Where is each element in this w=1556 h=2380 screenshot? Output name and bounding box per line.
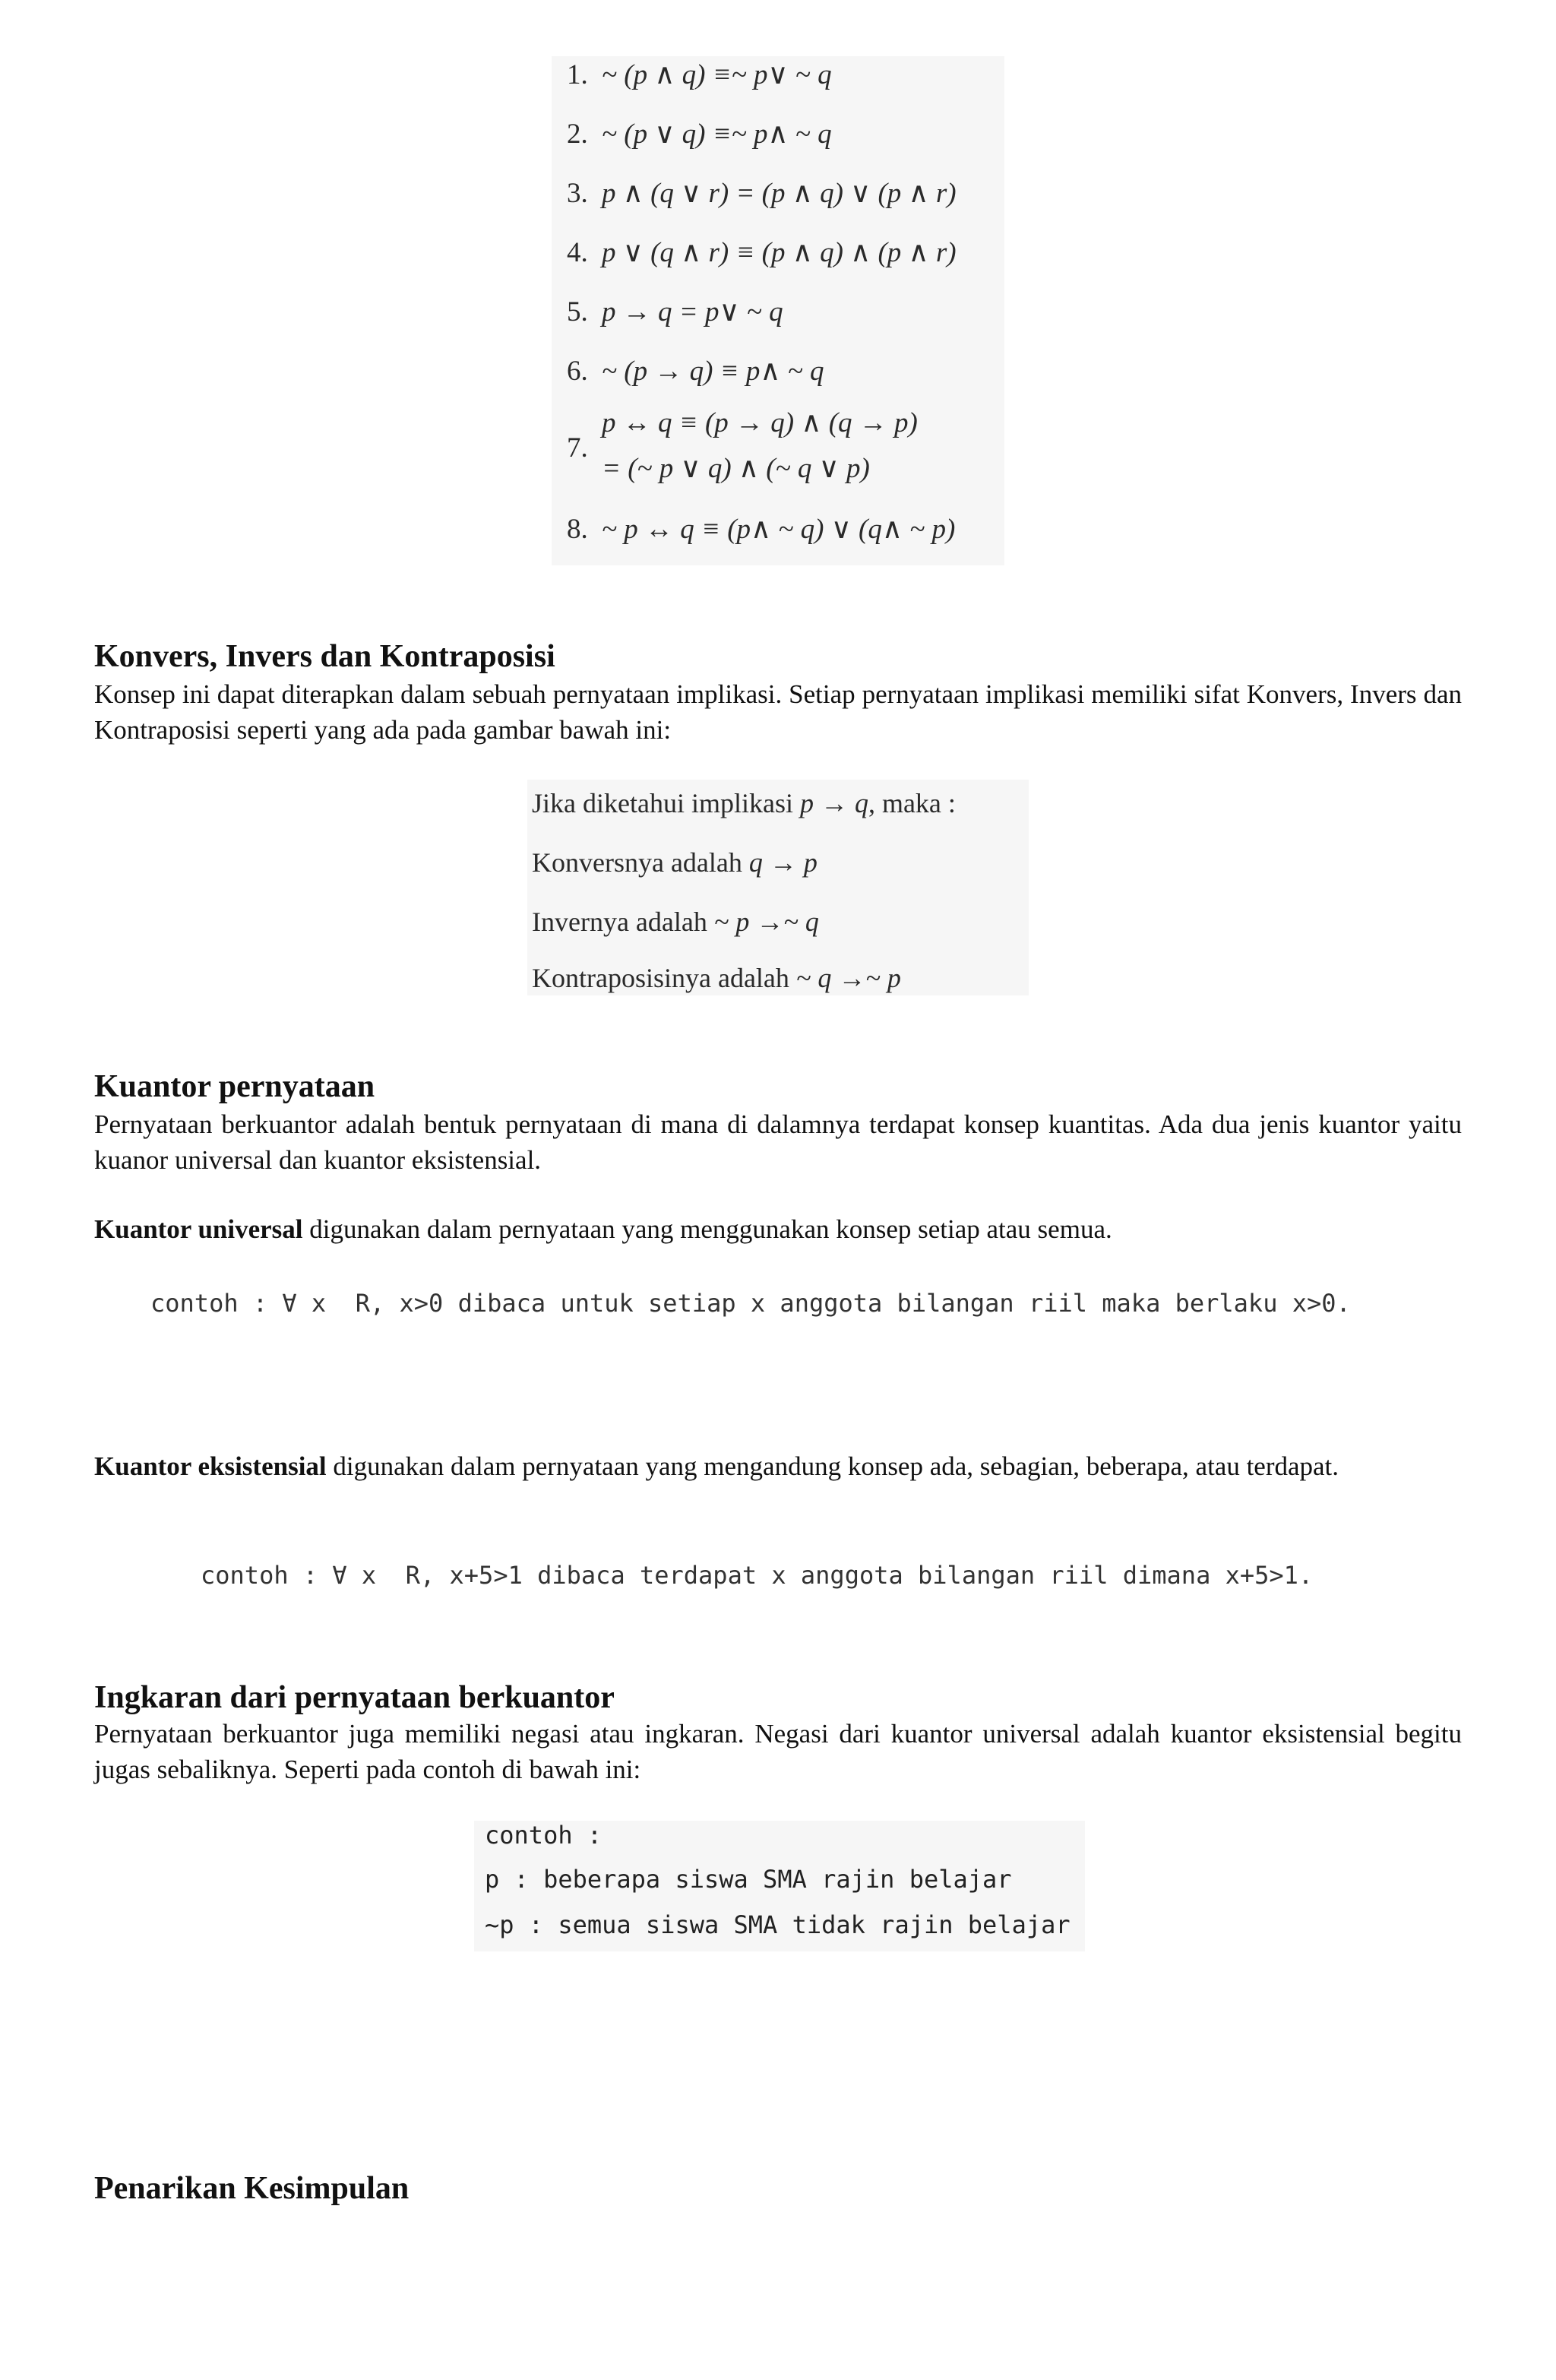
equivalence-8: 8. ~ p ↔ q ≡ (p∧ ~ q) ∨ (q∧ ~ p) (567, 514, 956, 545)
existential-paragraph: Kuantor eksistensial digunakan dalam pernyataan yang mengandung konsep ada, sebagian, beberapa, atau terdapat. (94, 1451, 1339, 1481)
implication-line-1: Jika diketahui implikasi p → q, maka : (532, 788, 956, 818)
universal-term: Kuantor universal (94, 1214, 303, 1244)
section-paragraph-kuantor: Pernyataan berkuantor adalah bentuk pernyataan di mana di dalamnya terdapat konsep kuantitas. Ada dua jenis kuantor yaitu kuanor universal dan kuantor eksistensial. (94, 1109, 1462, 1175)
equivalence-7-line2: = (~ p ∨ q) ∧ (~ q ∨ p) (602, 453, 870, 484)
equivalence-1: 1. ~ (p ∧ q) ≡~ p∨ ~ q (567, 59, 832, 90)
code-line-1: contoh : (485, 1821, 602, 1850)
existential-example: contoh : ∀ x R, x+5>1 dibaca terdapat x anggota bilangan riil dimana x+5>1. (201, 1561, 1314, 1590)
code-line-2: p : beberapa siswa SMA rajin belajar (485, 1865, 1012, 1894)
existential-term: Kuantor eksistensial (94, 1451, 327, 1481)
implication-line-3: Invernya adalah ~ p →~ q (532, 907, 819, 937)
equivalence-4: 4. p ∨ (q ∧ r) ≡ (p ∧ q) ∧ (p ∧ r) (567, 237, 957, 268)
equivalence-6: 6. ~ (p → q) ≡ p∧ ~ q (567, 356, 824, 387)
equivalence-5: 5. p → q = p∨ ~ q (567, 296, 783, 328)
implication-figure (527, 780, 1029, 995)
section-paragraph-ingkaran: Pernyataan berkuantor juga memiliki negasi atau ingkaran. Negasi dari kuantor universal adalah kuantor eksistensial begitu jugas sebaliknya. Seperti pada contoh di bawah ini: (94, 1719, 1462, 1784)
code-line-3: ~p : semua siswa SMA tidak rajin belajar (485, 1910, 1071, 1939)
section-heading-kuantor: Kuantor pernyataan (94, 1069, 375, 1104)
equivalence-figure (552, 56, 1004, 565)
implication-line-2: Konversnya adalah q → p (532, 847, 818, 878)
section-paragraph-konvers: Konsep ini dapat diterapkan dalam sebuah pernyataan implikasi. Setiap pernyataan implikasi memiliki sifat Konvers, Invers dan Kontraposisi seperti yang ada pada gambar bawah ini: (94, 679, 1462, 745)
implication-line-4: Kontraposisinya adalah ~ q →~ p (532, 963, 901, 993)
section-heading-ingkaran: Ingkaran dari pernyataan berkuantor (94, 1680, 615, 1715)
negation-code-figure (474, 1821, 1085, 1951)
equivalence-2: 2. ~ (p ∨ q) ≡~ p∧ ~ q (567, 119, 832, 150)
equivalence-3: 3. p ∧ (q ∨ r) = (p ∧ q) ∨ (p ∧ r) (567, 178, 957, 209)
universal-example: contoh : ∀ x R, x>0 dibaca untuk setiap x anggota bilangan riil maka berlaku x>0. (150, 1289, 1351, 1318)
universal-paragraph: Kuantor universal digunakan dalam pernyataan yang menggunakan konsep setiap atau semua. (94, 1214, 1112, 1244)
equivalence-7-line1: p ↔ q ≡ (p → q) ∧ (q → p) (602, 407, 918, 438)
equivalence-7-number: 7. (567, 432, 588, 464)
section-heading-penarikan: Penarikan Kesimpulan (94, 2171, 410, 2206)
section-heading-konvers: Konvers, Invers dan Kontraposisi (94, 639, 555, 674)
